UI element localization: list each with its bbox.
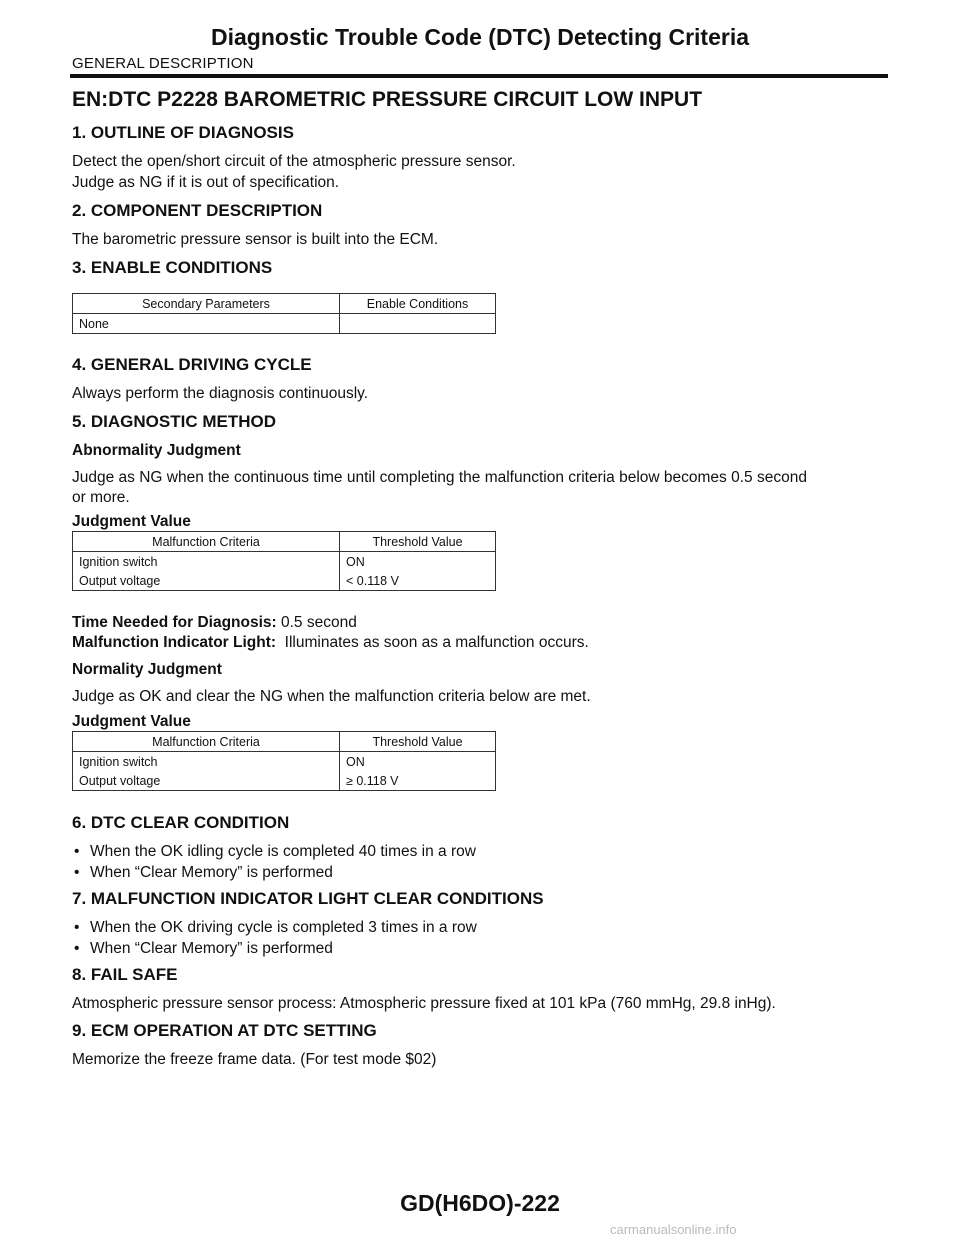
table-header-cell: Malfunction Criteria <box>73 532 340 552</box>
table-header-cell: Enable Conditions <box>340 294 496 314</box>
list-item: • When the OK idling cycle is completed 40 times in a row <box>72 841 476 862</box>
mil-clear-list <box>72 917 477 959</box>
table-row <box>73 752 496 772</box>
outline-line-2: Judge as NG if it is out of specification. <box>72 174 340 191</box>
normality-heading: Normality Judgment <box>72 661 222 678</box>
list-item: • When the OK driving cycle is completed 3 times in a row <box>72 917 477 938</box>
fail-safe-text: Atmospheric pressure sensor process: Atmospheric pressure fixed at 101 kPa (760 mmHg, 29.8 inHg). <box>72 995 776 1012</box>
table-cell: Output voltage <box>73 771 340 791</box>
table-cell: Ignition switch <box>73 752 340 772</box>
time-needed-label: Time Needed for Diagnosis: <box>72 614 277 631</box>
mil-label: Malfunction Indicator Light: <box>72 634 277 651</box>
ecm-operation-text: Memorize the freeze frame data. (For test mode $02) <box>72 1051 437 1068</box>
table-cell: None <box>73 314 340 334</box>
watermark: carmanualsonline.info <box>610 1222 737 1237</box>
component-text: The barometric pressure sensor is built into the ECM. <box>72 231 439 248</box>
list-item: • When “Clear Memory” is performed <box>72 938 477 959</box>
heading-ecm-operation: 9. ECM OPERATION AT DTC SETTING <box>72 1021 377 1040</box>
outline-line-1: Detect the open/short circuit of the atmospheric pressure sensor. <box>72 153 516 170</box>
driving-cycle-text: Always perform the diagnosis continuously. <box>72 385 369 402</box>
judgment-value-label: Judgment Value <box>72 513 191 530</box>
abnormality-heading: Abnormality Judgment <box>72 442 241 459</box>
abnormality-line-1: Judge as NG when the continuous time until completing the malfunction criteria below becomes 0.5 second <box>72 469 807 486</box>
judgment-value-label-2: Judgment Value <box>72 713 191 730</box>
table-cell: ON <box>340 552 496 572</box>
heading-diagnostic-method: 5. DIAGNOSTIC METHOD <box>72 412 277 431</box>
table-header-cell: Secondary Parameters <box>73 294 340 314</box>
dtc-clear-list <box>72 841 476 883</box>
table-row <box>73 571 496 591</box>
table-cell: Output voltage <box>73 571 340 591</box>
time-needed-value: 0.5 second <box>276 614 357 631</box>
page-title: Diagnostic Trouble Code (DTC) Detecting Criteria <box>211 24 749 50</box>
table-cell: ON <box>340 752 496 772</box>
table-header-cell: Malfunction Criteria <box>73 732 340 752</box>
heading-mil-clear: 7. MALFUNCTION INDICATOR LIGHT CLEAR CONDITIONS <box>72 889 544 908</box>
enable-conditions-table <box>72 293 496 334</box>
table-cell: ≥ 0.118 V <box>340 771 496 791</box>
dtc-title: EN:DTC P2228 BAROMETRIC PRESSURE CIRCUIT LOW INPUT <box>72 88 703 111</box>
table-row <box>73 552 496 572</box>
list-item: • When “Clear Memory” is performed <box>72 862 476 883</box>
normality-text: Judge as OK and clear the NG when the malfunction criteria below are met. <box>72 688 591 705</box>
heading-component: 2. COMPONENT DESCRIPTION <box>72 201 323 220</box>
mil-value: Illuminates as soon as a malfunction occurs. <box>276 634 589 651</box>
section-label: GENERAL DESCRIPTION <box>72 55 254 72</box>
header-rule <box>70 74 888 78</box>
mil-info <box>72 632 892 653</box>
abnormality-line-2: or more. <box>72 489 130 506</box>
table-cell: Ignition switch <box>73 552 340 572</box>
heading-dtc-clear: 6. DTC CLEAR CONDITION <box>72 813 290 832</box>
table-header-cell: Threshold Value <box>340 532 496 552</box>
table-row <box>73 314 496 334</box>
normality-judgment-table <box>72 731 496 791</box>
table-header-cell: Threshold Value <box>340 732 496 752</box>
table-cell <box>340 314 496 334</box>
table-header-row <box>73 732 496 752</box>
table-cell: < 0.118 V <box>340 571 496 591</box>
heading-enable: 3. ENABLE CONDITIONS <box>72 258 273 277</box>
heading-outline: 1. OUTLINE OF DIAGNOSIS <box>72 123 294 142</box>
abnormality-judgment-table <box>72 531 496 591</box>
page-number: GD(H6DO)-222 <box>400 1190 560 1216</box>
time-needed <box>72 612 892 633</box>
table-header-row <box>73 532 496 552</box>
heading-fail-safe: 8. FAIL SAFE <box>72 965 178 984</box>
table-row <box>73 771 496 791</box>
heading-driving-cycle: 4. GENERAL DRIVING CYCLE <box>72 355 312 374</box>
table-header-row <box>73 294 496 314</box>
